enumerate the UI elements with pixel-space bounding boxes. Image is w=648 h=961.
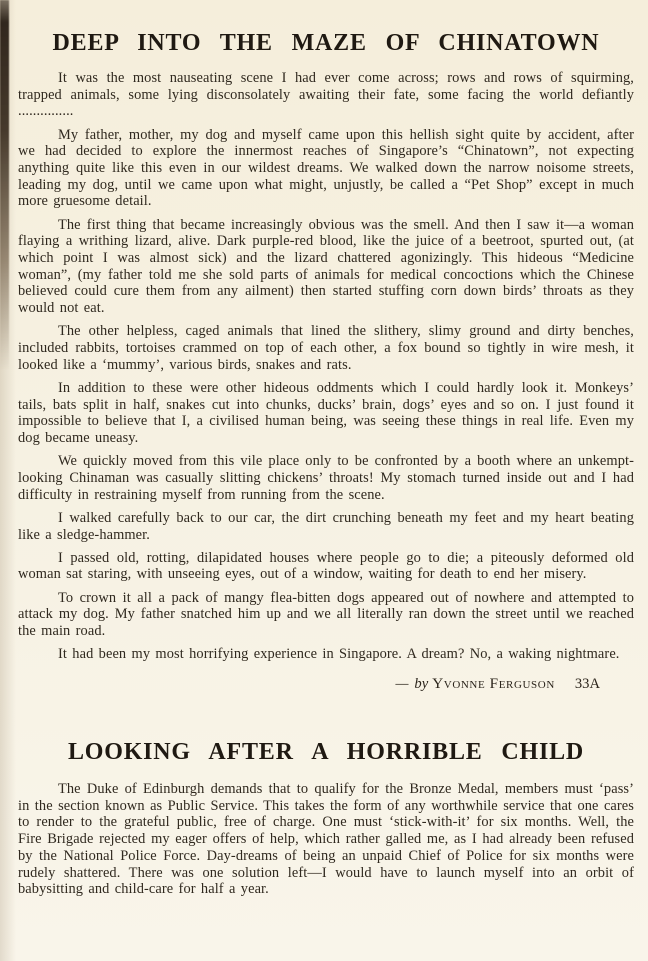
paragraph: In addition to these were other hideous oddments which I could hardly look it. Monkeys’ tails, bats split in half, snakes cut into chunks, ducks’ brain, dogs’ eyes and so on. I just found it impossible to believe that I, a civilised human being, was seeing these things in real life. Even my dog became uneasy.	[18, 379, 634, 447]
article-chinatown-body	[18, 70, 634, 663]
byline-dash: —	[395, 676, 409, 692]
article-title-horrible-child: LOOKING AFTER A HORRIBLE CHILD	[67, 739, 585, 765]
paragraph: We quickly moved from this vile place only to be confronted by a booth where an unkempt-looking Chinaman was casually slitting chickens’ throats! My stomach turned inside out and I had difficulty in restraining myself from running from the scene.	[18, 453, 634, 503]
paragraph: It had been my most horrifying experience in Singapore. A dream? No, a waking nightmare.	[58, 646, 620, 663]
paragraph: I walked carefully back to our car, the dirt crunching beneath my feet and my heart beating like a sledge-hammer.	[18, 509, 634, 543]
paragraph: The first thing that became increasingly obvious was the smell. And then I saw it—a woman flaying a writhing lizard, alive. Dark purple-red blood, like the juice of a beetroot, spurted out, (at which point I was almost sick) and the lizard chattered agonizingly. This hideous “Medicine woman”, (my father told me she sold parts of animals for medical concoctions which the Chinese believed could cure them from any ailment) then started stuffing corn down birds’ throats as they would not eat.	[18, 216, 634, 317]
article-title-chinatown: DEEP INTO THE MAZE OF CHINATOWN	[52, 30, 600, 56]
paragraph: The Duke of Edinburgh demands that to qualify for the Bronze Medal, members must ‘pass’ in the section known as Public Service. This takes the form of any worthwhile service that one cares to render to the grateful public, free of charge. One must ‘stick-with-it’ for six months. Well, the Fire Brigade rejected my eager offers of help, which rather galled me, as I had already been refused by the National Police Force. Day-dreams of being an unpaid Chief of Police for six months were rudely shattered. There was one solution left—I would have to launch myself into an orbit of babysitting and child-care for half a year.	[18, 781, 634, 898]
article-chinatown	[18, 30, 634, 693]
byline-class-tag: 33A	[574, 676, 600, 692]
paragraph: It was the most nauseating scene I had ever come across; rows and rows of squirming, trapped animals, some lying disconsolately awaiting their fate, some facing the world defiantly ...............	[18, 70, 634, 120]
paragraph: I passed old, rotting, dilapidated houses where people go to die; a piteously deformed old woman sat staring, with unseeing eyes, out of a window, waiting for death to end her misery.	[18, 549, 634, 583]
byline-by: by	[414, 676, 429, 692]
paragraph: To crown it all a pack of mangy flea-bitten dogs appeared out of nowhere and attempted to attack my dog. My father snatched him up and we all literally ran down the street until we reached the main road.	[18, 589, 634, 640]
article-horrible-child	[18, 739, 634, 898]
article-horrible-child-body	[18, 781, 634, 898]
paragraph: The other helpless, caged animals that lined the slithery, slimy ground and dirty benches, included rabbits, tortoises crammed on top of each other, a fox bound so tightly in wire mesh, it looked like a ‘mummy’, various birds, snakes and rats.	[18, 323, 634, 373]
byline-author: Yvonne Ferguson	[432, 675, 555, 692]
paragraph: My father, mother, my dog and myself came upon this hellish sight quite by accident, after we had decided to explore the innermost reaches of Singapore’s “Chinatown”, not expecting anything quite like this even in our wildest dreams. We walked down the narrow noisome streets, leading my dog, until we came upon what might, unjustly, be called a “Pet Shop” except in much more gruesome detail.	[18, 126, 634, 210]
byline	[18, 675, 634, 693]
